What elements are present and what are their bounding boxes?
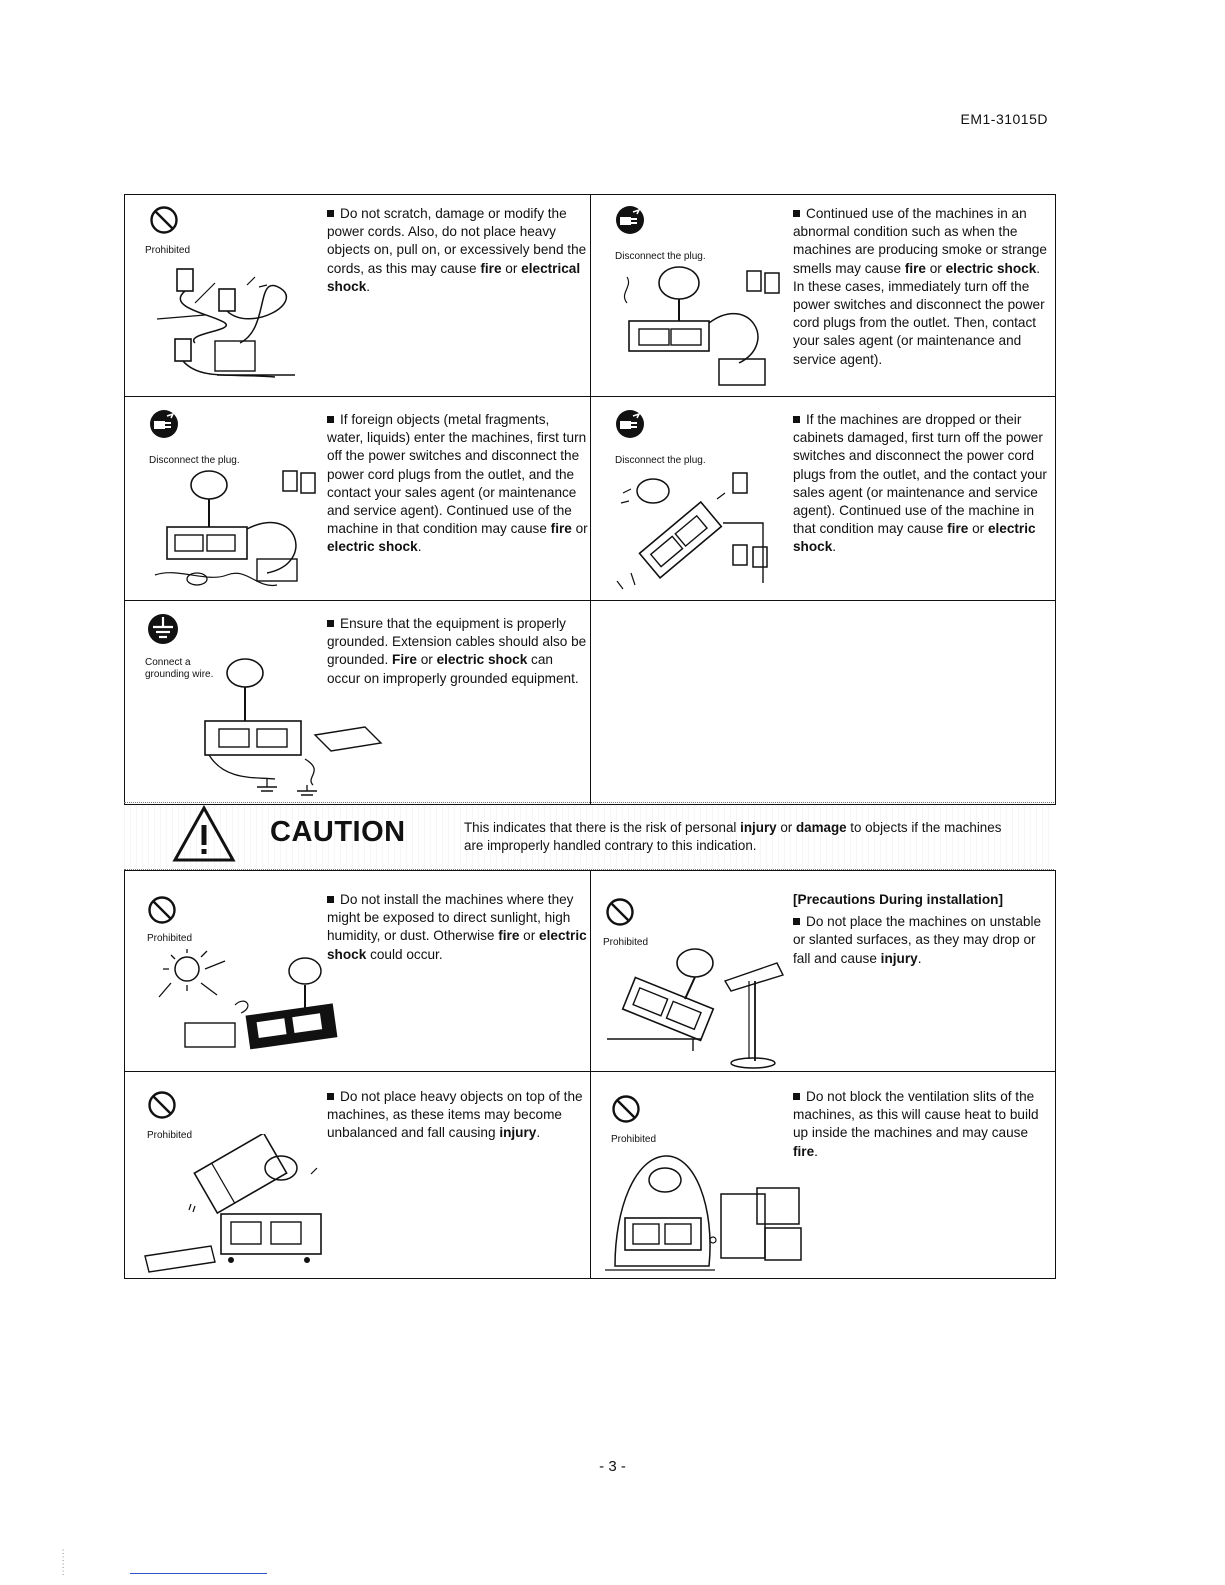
caution-row-1 [125, 871, 1055, 1072]
prohibited-label: Prohibited [147, 1130, 193, 1141]
caution-text-installation: [Precautions During installation] Do not place the machines on unstable or slanted surfaces, as they may drop or fall and cause injury. [793, 891, 1053, 968]
caution-cell-installation [590, 871, 1055, 1071]
liquid-spill-illustration [147, 463, 327, 595]
caution-triangle-icon [172, 805, 236, 863]
footer-rule [130, 1573, 267, 1574]
warning-cell-abnormal [590, 195, 1055, 396]
caution-grid [124, 870, 1056, 1279]
warning-cell-foreign [125, 397, 590, 600]
bullet-icon [793, 918, 800, 925]
warning-grid [124, 194, 1056, 805]
disconnect-plug-label: Disconnect the plug. [615, 455, 706, 466]
prohibited-icon [605, 897, 635, 927]
prohibited-label: Prohibited [603, 937, 649, 948]
ground-icon [147, 613, 179, 645]
scan-edge-marks: : : : : [62, 1547, 65, 1577]
caution-heading: CAUTION [270, 816, 406, 848]
warning-text-ground: Ensure that the equipment is properly grounded. Extension cables should also be grounded. Fire or electric shock can occur on improperly grounded equipment. [327, 616, 587, 686]
bullet-icon [327, 1093, 334, 1100]
warning-text-foreign: If foreign objects (metal fragments, water, liquids) enter the machines, first turn off the power switches and disconnect the power cord plugs from the outlet, and the contact your sales agent (or maintenance and service agent). Continued use of the machine in that condition may cause fire or electric shock. [327, 412, 588, 555]
unplug-icon [149, 409, 179, 439]
document-id: EM1-31015D [960, 111, 1048, 127]
caution-text-sunlight: Do not install the machines where they might be exposed to direct sunlight, high humidity, or dust. Otherwise fire or electric shock could occur. [327, 892, 587, 962]
caution-cell-heavy [125, 1072, 590, 1278]
unplug-icon [615, 205, 645, 235]
prohibited-icon [147, 895, 177, 925]
caution-text-vent: Do not block the ventilation slits of the machines, as this will cause heat to build up inside the machines and may cause fire. [793, 1089, 1039, 1159]
warning-cell-ground [125, 601, 590, 804]
caution-banner [124, 802, 1054, 870]
damaged-cord-illustration [155, 263, 325, 388]
blocked-vent-illustration [605, 1148, 805, 1274]
caution-text-heavy: Do not place heavy objects on top of the machines, as these items may become unbalanced and fall causing injury. [327, 1089, 583, 1141]
prohibited-label: Prohibited [147, 933, 193, 944]
installation-heading: [Precautions During installation] [793, 892, 1003, 907]
caution-row-2 [125, 1072, 1055, 1279]
bullet-icon [793, 1093, 800, 1100]
unstable-surface-illustration [605, 941, 795, 1069]
smoking-scale-illustration [619, 263, 789, 393]
ground-label: Connect a grounding wire. [145, 657, 214, 680]
caution-cell-sunlight [125, 871, 590, 1071]
prohibited-icon [147, 1090, 177, 1120]
empty-cell [590, 601, 1055, 804]
heavy-object-illustration [131, 1134, 331, 1274]
bullet-icon [793, 210, 800, 217]
bullet-icon [793, 416, 800, 423]
bullet-icon [327, 896, 334, 903]
warning-text-cords: Do not scratch, damage or modify the power cords. Also, do not place heavy objects on, pull on, or excessively bend the cords, as this may cause fire or electrical shock. [327, 206, 587, 294]
bullet-icon [327, 416, 334, 423]
bullet-icon [327, 620, 334, 627]
prohibited-label: Prohibited [611, 1134, 657, 1145]
warning-cell-cords [125, 195, 590, 396]
warning-row-2 [125, 397, 1055, 601]
prohibited-icon [149, 205, 179, 235]
disconnect-plug-label: Disconnect the plug. [615, 251, 706, 262]
prohibited-label: Prohibited [145, 245, 191, 256]
disconnect-plug-label: Disconnect the plug. [149, 455, 240, 466]
warning-cell-dropped [590, 397, 1055, 600]
warning-row-1 [125, 195, 1055, 397]
caution-cell-vent [590, 1072, 1055, 1278]
warning-row-3 [125, 601, 1055, 805]
sunlight-scale-illustration [145, 947, 345, 1069]
warning-text-dropped: If the machines are dropped or their cabinets damaged, first turn off the power switches and disconnect the power cord plugs from the outlet, and the contact your sales agent (or maintenance and service agent). Continued use of the machine in that condition may cause fire or electric shock. [793, 412, 1047, 555]
page-number: - 3 - [599, 1458, 626, 1475]
bullet-icon [327, 210, 334, 217]
caution-description: This indicates that there is the risk of personal injury or damage to objects if the machines are improperly handled contrary to this indication. [464, 820, 1002, 853]
dropped-scale-illustration [613, 463, 793, 595]
warning-text-abnormal: Continued use of the machines in an abnormal condition such as when the machines are producing smoke or strange smells may cause fire or electric shock. In these cases, immediately turn off the power switches and disconnect the power cord plugs from the outlet. Then, contact your sales agent (or maintenance and service agent). [793, 206, 1047, 367]
prohibited-icon [611, 1094, 641, 1124]
unplug-icon [615, 409, 645, 439]
